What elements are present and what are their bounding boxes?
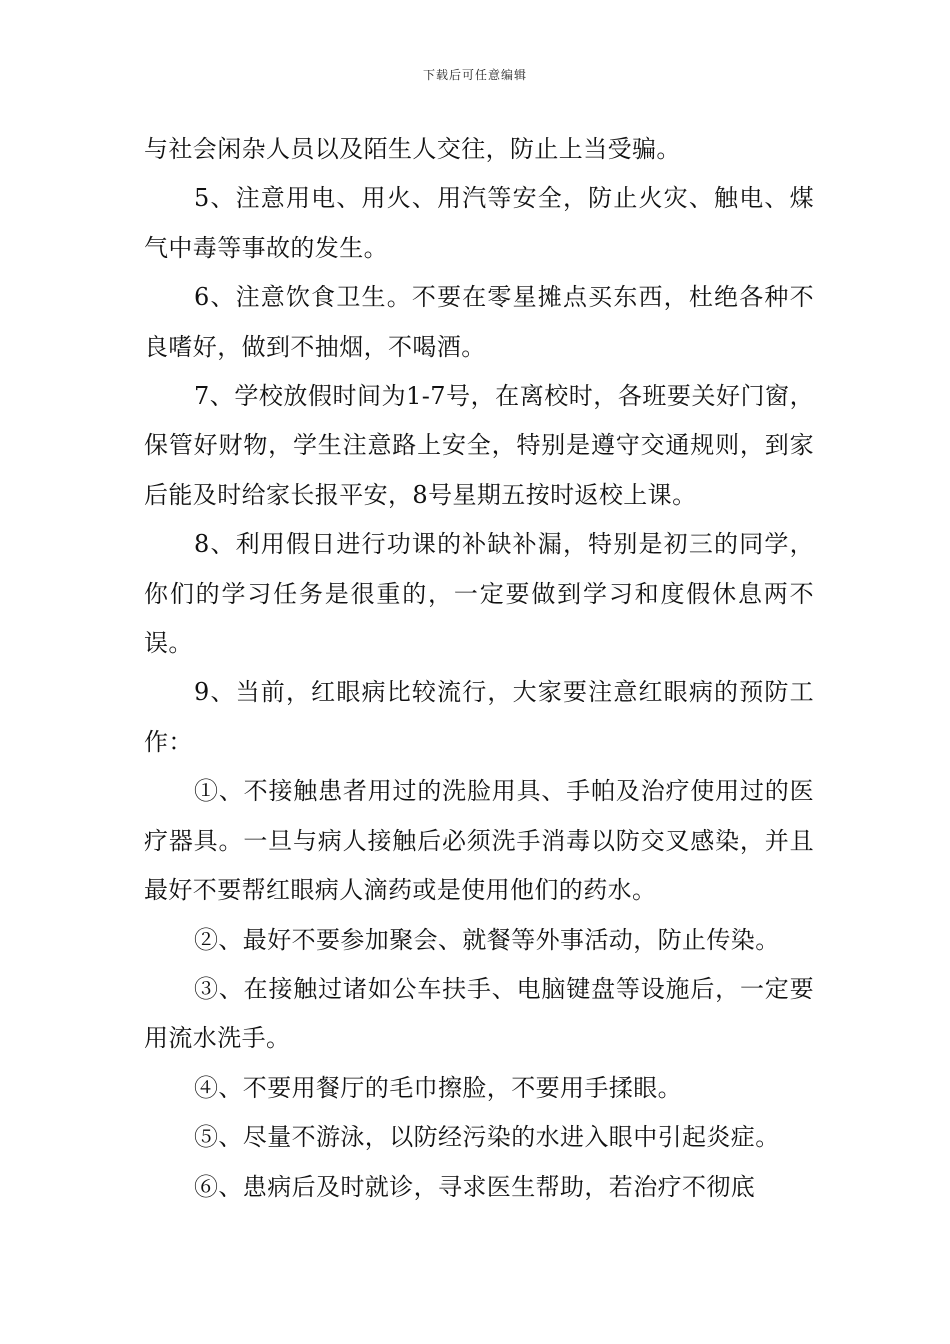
paragraph: ④、不要用餐厅的毛巾擦脸，不要用手揉眼。 [194,1073,682,1102]
paragraph: ①、不接触患者用过的洗脸用具、手帕及治疗使用过的医疗器具。一旦与病人接触后必须洗手消毒以防交叉感染，并且最好不要帮红眼病人滴药或是使用他们的药水。 [144,777,814,905]
paragraph: ②、最好不要参加聚会、就餐等外事活动，防止传染。 [194,925,780,954]
paragraph: ⑤、尽量不游泳，以防经污染的水进入眼中引起炎症。 [194,1123,780,1152]
paragraph: 7、学校放假时间为1-7号，在离校时，各班要关好门窗，保管好财物，学生注意路上安全，特别是遵守交通规则，到家后能及时给家长报平安，8号星期五按时返校上课。 [144,382,814,509]
paragraph: 8、利用假日进行功课的补缺补漏，特别是初三的同学，你们的学习任务是很重的，一定要做到学习和度假休息两不误。 [144,530,814,658]
paragraph: 6、注意饮食卫生。不要在零星摊点买东西，杜绝各种不良嗜好，做到不抽烟，不喝酒。 [144,283,814,361]
paragraph: 5、注意用电、用火、用汽等安全，防止火灾、触电、煤气中毒等事故的发生。 [144,184,814,262]
page-header-note: 下载后可任意编辑 [422,68,527,82]
document-body [144,125,814,1212]
paragraph: 与社会闲杂人员以及陌生人交往，防止上当受骗。 [144,135,681,163]
paragraph: ③、在接触过诸如公车扶手、电脑键盘等设施后，一定要用流水洗手。 [144,974,814,1053]
paragraph: 9、当前，红眼病比较流行，大家要注意红眼病的预防工作： [144,678,814,756]
paragraph: ⑥、患病后及时就诊，寻求医生帮助，若治疗不彻底 [194,1172,756,1201]
